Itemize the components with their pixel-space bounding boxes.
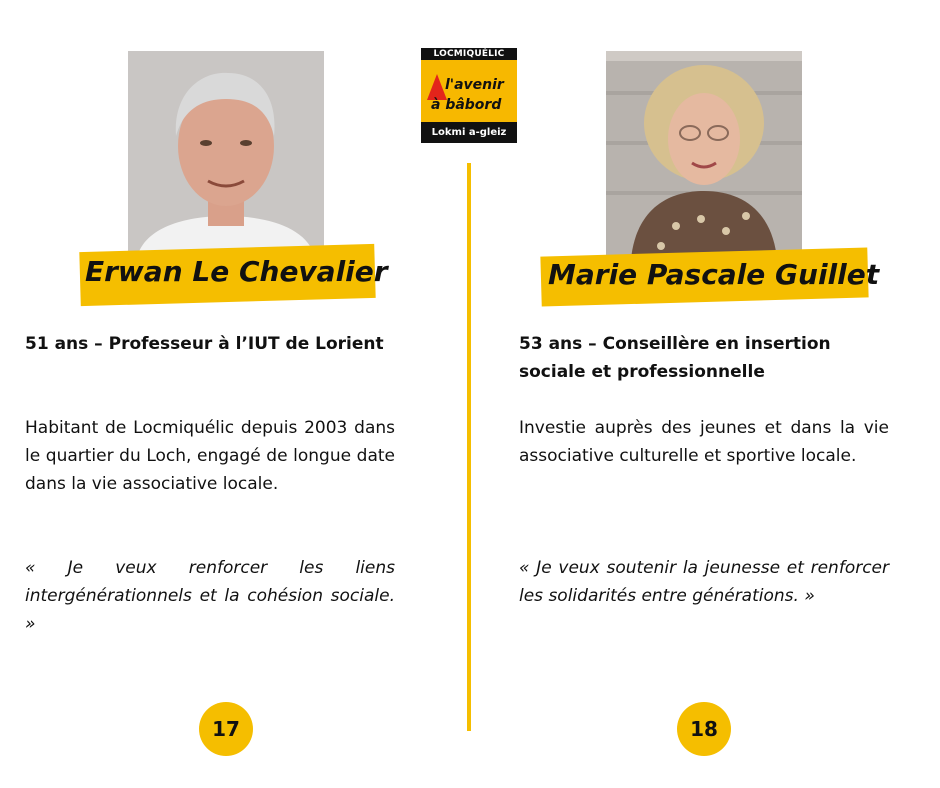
center-divider — [467, 163, 471, 731]
candidate-subtitle-left: 51 ans – Professeur à l’IUT de Lorient — [25, 334, 384, 354]
candidate-name-left: Erwan Le Chevalier — [85, 255, 388, 288]
campaign-logo — [421, 48, 517, 143]
page-number-right: 18 — [677, 702, 731, 756]
candidate-photo-right — [606, 51, 802, 259]
logo-breton-name: Lokmi a-gleiz — [431, 127, 507, 138]
candidate-photo-left — [128, 51, 324, 254]
logo-slogan-line1: l'avenir — [445, 77, 504, 93]
logo-slogan-line2: à bâbord — [431, 97, 502, 113]
candidate-quote-left: « Je veux renforcer les liens intergénérationnels et la cohésion sociale. » — [25, 558, 395, 634]
candidate-subtitle-right: 53 ans – Conseillère en insertion sociale et professionnelle — [519, 334, 831, 382]
logo-town-name: LOCMIQUÉLIC — [433, 49, 505, 59]
candidate-bio-right: Investie auprès des jeunes et dans la vie associative culturelle et sportive locale. — [519, 418, 889, 466]
candidate-quote-right: « Je veux soutenir la jeunesse et renforcer les solidarités entre générations. » — [519, 558, 889, 606]
candidate-name-right: Marie Pascale Guillet — [548, 258, 880, 291]
page-number-left: 17 — [199, 702, 253, 756]
candidate-bio-left: Habitant de Locmiquélic depuis 2003 dans le quartier du Loch, engagé de longue date dans la vie associative locale. — [25, 418, 395, 494]
logo-yellow-panel — [421, 60, 517, 122]
